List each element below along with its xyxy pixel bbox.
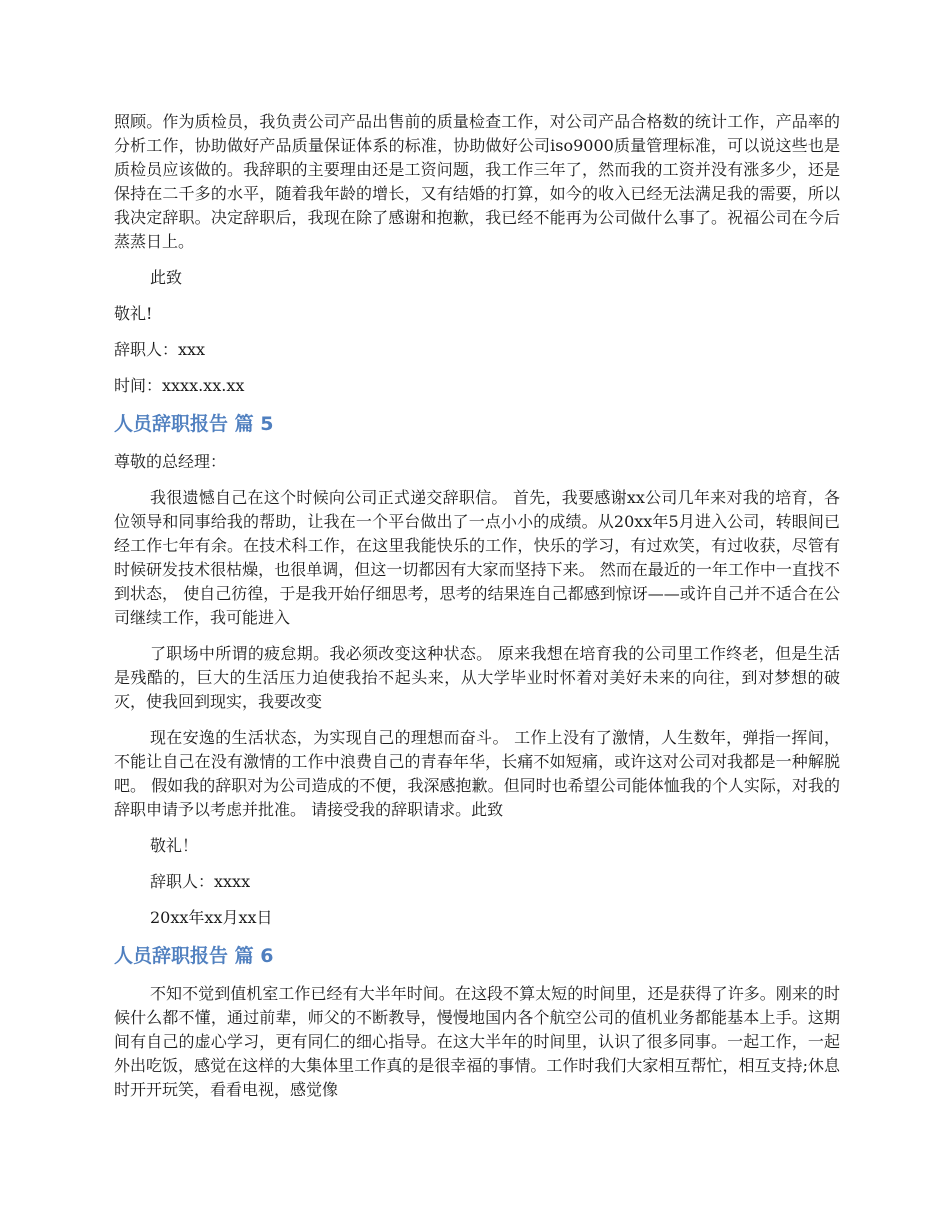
body-paragraph: 现在安逸的生活状态，为实现自己的理想而奋斗。 工作上没有了激情，人生数年，弹指一挥间，不能让自己在没有激情的工作中浪费自己的青春年华，长痛不如短痛，或许这对公司对我都是一种解脱吧。 假如我的辞职对为公司造成的不便，我深感抱歉。但同时也希望公司能体恤我的个人实际，对我的辞职申请予以考虑并批准。 请接受我的辞职请求。此致 [114,728,840,819]
salute-line: 敬礼！ [150,836,199,855]
body-paragraph: 我很遗憾自己在这个时候向公司正式递交辞职信。 首先，我要感谢xx公司几年来对我的培育，各位领导和同事给我的帮助，让我在一个平台做出了一点小小的成绩。从20xx年5月进入公司，转眼间已经工作七年有余。在技术科工作，在这里我能快乐的工作，快乐的学习，有过欢笑，有过收获，尽管有时候研发技术很枯燥，也很单调，但这一切都因有大家而坚持下来。 然而在最近的一年工作中一直找不到状态， 使自己彷徨，于是我开始仔细思考，思考的结果连自己都感到惊讶——或许自己并不适合在公司继续工作，我可能进入 [114,488,840,627]
section-heading-5: 人员辞职报告 篇 5 [114,413,274,435]
signer-line: 辞职人：xxx [114,340,206,359]
signer-line: 辞职人：xxxx [150,872,251,891]
continuation-paragraph: 照顾。作为质检员，我负责公司产品出售前的质量检查工作，对公司产品合格数的统计工作，产品率的分析工作，协助做好产品质量保证体系的标准，协助做好公司iso9000质量管理标准，可以说这些也是质检员应该做的。我辞职的主要理由还是工资问题，我工作三年了，然而我的工资并没有涨多少，还是保持在二千多的水平，随着我年龄的增长，又有结婚的打算，如今的收入已经无法满足我的需要，所以我决定辞职。决定辞职后，我现在除了感谢和抱歉，我已经不能再为公司做什么事了。祝福公司在今后蒸蒸日上。 [114,112,840,251]
body-paragraph: 了职场中所谓的疲怠期。我必须改变这种状态。 原来我想在培育我的公司里工作终老，但是生活是残酷的，巨大的生活压力迫使我抬不起头来，从大学毕业时怀着对美好未来的向往，到对梦想的破灭，使我回到现实，我要改变 [114,644,840,711]
date-line: 时间：xxxx.xx.xx [114,376,245,395]
date-line: 20xx年xx月xx日 [150,908,273,927]
salute-line: 敬礼! [114,304,153,323]
greeting-line: 尊敬的总经理： [114,452,227,471]
closing-line: 此致 [150,268,183,287]
body-paragraph: 不知不觉到值机室工作已经有大半年时间。在这段不算太短的时间里，还是获得了许多。刚来的时候什么都不懂，通过前辈，师父的不断教导，慢慢地国内各个航空公司的值机业务都能基本上手。这期间有自己的虚心学习，更有同仁的细心指导。在这大半年的时间里，认识了很多同事。一起工作，一起外出吃饭，感觉在这样的大集体里工作真的是很幸福的事情。工作时我们大家相互帮忙，相互支持;休息时开开玩笑，看看电视，感觉像 [114,984,840,1099]
document-page [114,110,840,1102]
section-heading-6: 人员辞职报告 篇 6 [114,945,274,967]
